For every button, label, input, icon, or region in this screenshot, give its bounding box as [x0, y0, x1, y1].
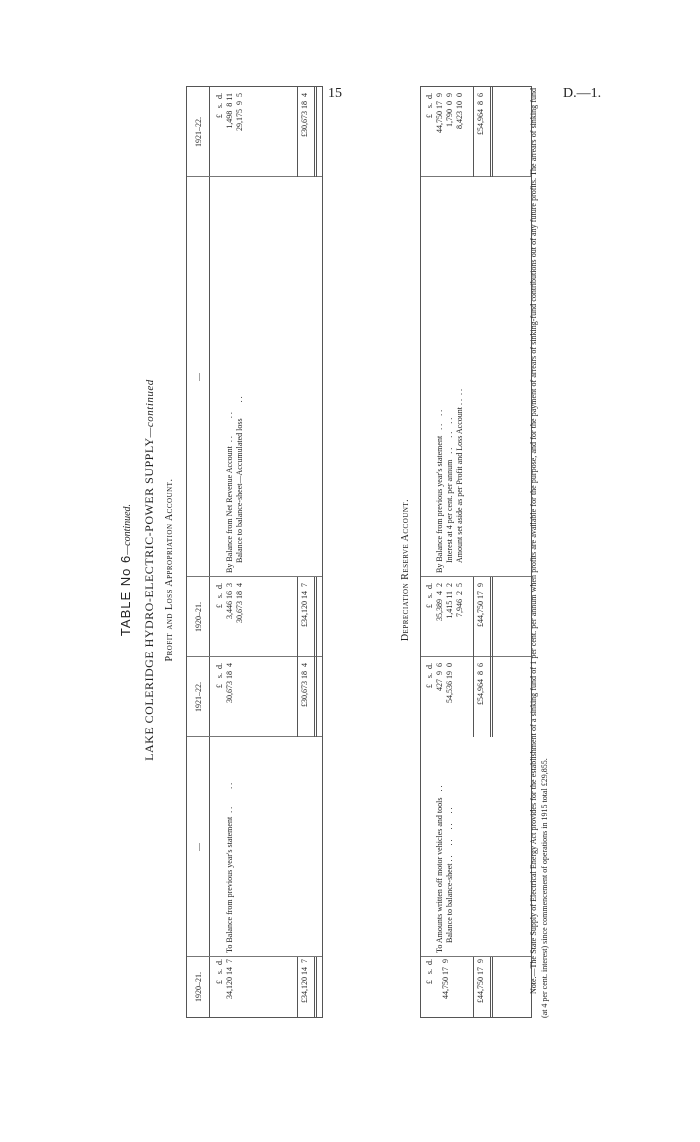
depreciation-table	[420, 86, 532, 1018]
subtitle-text: LAKE COLERIDGE HYDRO-ELECTRIC-POWER SUPPLY	[142, 437, 156, 761]
page-number: 15	[328, 86, 342, 101]
pl-units: £ s. d.	[215, 663, 224, 689]
pl-total-debit-curr: £30,673 18 4	[300, 663, 309, 707]
dep-total-credit-curr: £54,964 8 6	[476, 93, 485, 135]
dep-credit-prev-2: 1,415 11 2	[445, 583, 454, 619]
dep-units: £ s. d.	[425, 93, 434, 119]
pl-header-1: 1920–21.	[194, 972, 203, 1002]
dep-debit-prev: 44,750 17 9	[441, 959, 450, 999]
profit-loss-header-row	[187, 87, 210, 1017]
profit-loss-table	[186, 86, 323, 1018]
pl-credit-desc-1: By Balance from Net Revenue Account . . . .	[225, 412, 234, 573]
dep-debit-curr-2: 54,536 19 0	[445, 663, 454, 703]
pl-total-credit-curr: £30,673 18 4	[300, 93, 309, 137]
profit-loss-heading: Profit and Loss Appropriation Account.	[164, 478, 175, 662]
pl-total-debit-prev: £34,120 14 7	[300, 959, 309, 1003]
document-reference: D.—1.	[563, 86, 602, 101]
dep-credit-desc-1: By Balance from previous year's statement . . . .	[435, 409, 444, 573]
dep-credit-prev-1: 35,389 4 2	[435, 583, 444, 621]
dep-credit-curr-2: 1,790 0 9	[445, 93, 454, 127]
subtitle-suffix: —continued	[144, 379, 156, 438]
dep-units: £ s. d.	[425, 663, 434, 689]
pl-header-3: 1921–22.	[194, 682, 203, 712]
dep-credit-desc-3: Amount set aside as per Profit and Loss Account . . . .	[455, 389, 464, 563]
table-title-suffix: —continued.	[122, 503, 133, 555]
dep-units: £ s. d.	[425, 583, 434, 609]
pl-units: £ s. d.	[215, 959, 224, 985]
pl-header-6: 1921–22.	[194, 117, 203, 147]
table-subtitle	[142, 70, 157, 1070]
dep-credit-desc-2: Interest at 4 per cent. per annum . . . . . .	[445, 417, 454, 563]
table-title-text: TABLE No 6	[118, 554, 133, 637]
pl-header-4: 1920–21.	[194, 602, 203, 632]
pl-credit-prev-2: 30,673 18 4	[235, 583, 244, 623]
dep-total-debit-prev: £44,750 17 9	[476, 959, 485, 1003]
dep-debit-curr-1: 427 9 6	[435, 663, 444, 691]
dep-credit-curr-3: 8,423 10 0	[455, 93, 464, 129]
dep-total-debit-curr: £54,964 8 6	[476, 663, 485, 705]
pl-debit-prev: 34,120 14 7	[225, 959, 234, 999]
pl-credit-prev-1: 3,446 16 3	[225, 583, 234, 619]
pl-credit-desc-2: Balance to balance-sheet—Accumulated loss . .	[235, 396, 244, 563]
pl-units: £ s. d.	[215, 93, 224, 119]
pl-credit-curr-2: 29,175 9 5	[235, 93, 244, 131]
pl-debit-desc: To Balance from previous year's statement . . . .	[225, 782, 234, 953]
pl-debit-curr: 30,673 18 4	[225, 663, 234, 703]
depreciation-heading: Depreciation Reserve Account.	[400, 498, 411, 642]
pl-header-2: —	[194, 843, 203, 851]
rotated-table-page	[118, 70, 598, 1070]
footnote: Note.—The State Supply of Electrical Energy Act provides for the establishment of a sinking fund of 1 per cent. per annum when profits are available for the purpose, and for the payment of arrears of sinking-fund contributions out of any future profits. The arrears of sinking fund (at 4 per cent. interest) since commencement of operations in 1915 total £29,855.	[529, 88, 549, 1018]
pl-units: £ s. d.	[215, 583, 224, 609]
dep-debit-desc-1: To Amounts written off motor vehicles and tools . .	[435, 785, 444, 953]
pl-total-credit-prev: £34,120 14 7	[300, 583, 309, 627]
dep-credit-curr-1: 44,750 17 9	[435, 93, 444, 133]
pl-header-5: —	[194, 373, 203, 381]
dep-debit-desc-2: Balance to balance-sheet . . . . . . . .	[445, 807, 454, 943]
table-title	[118, 70, 133, 1070]
dep-total-credit-prev: £44,750 17 9	[476, 583, 485, 627]
pl-credit-curr-1: 1,498 8 11	[225, 93, 234, 129]
dep-units: £ s. d.	[425, 959, 434, 985]
dep-credit-prev-3: 7,946 2 5	[455, 583, 464, 617]
